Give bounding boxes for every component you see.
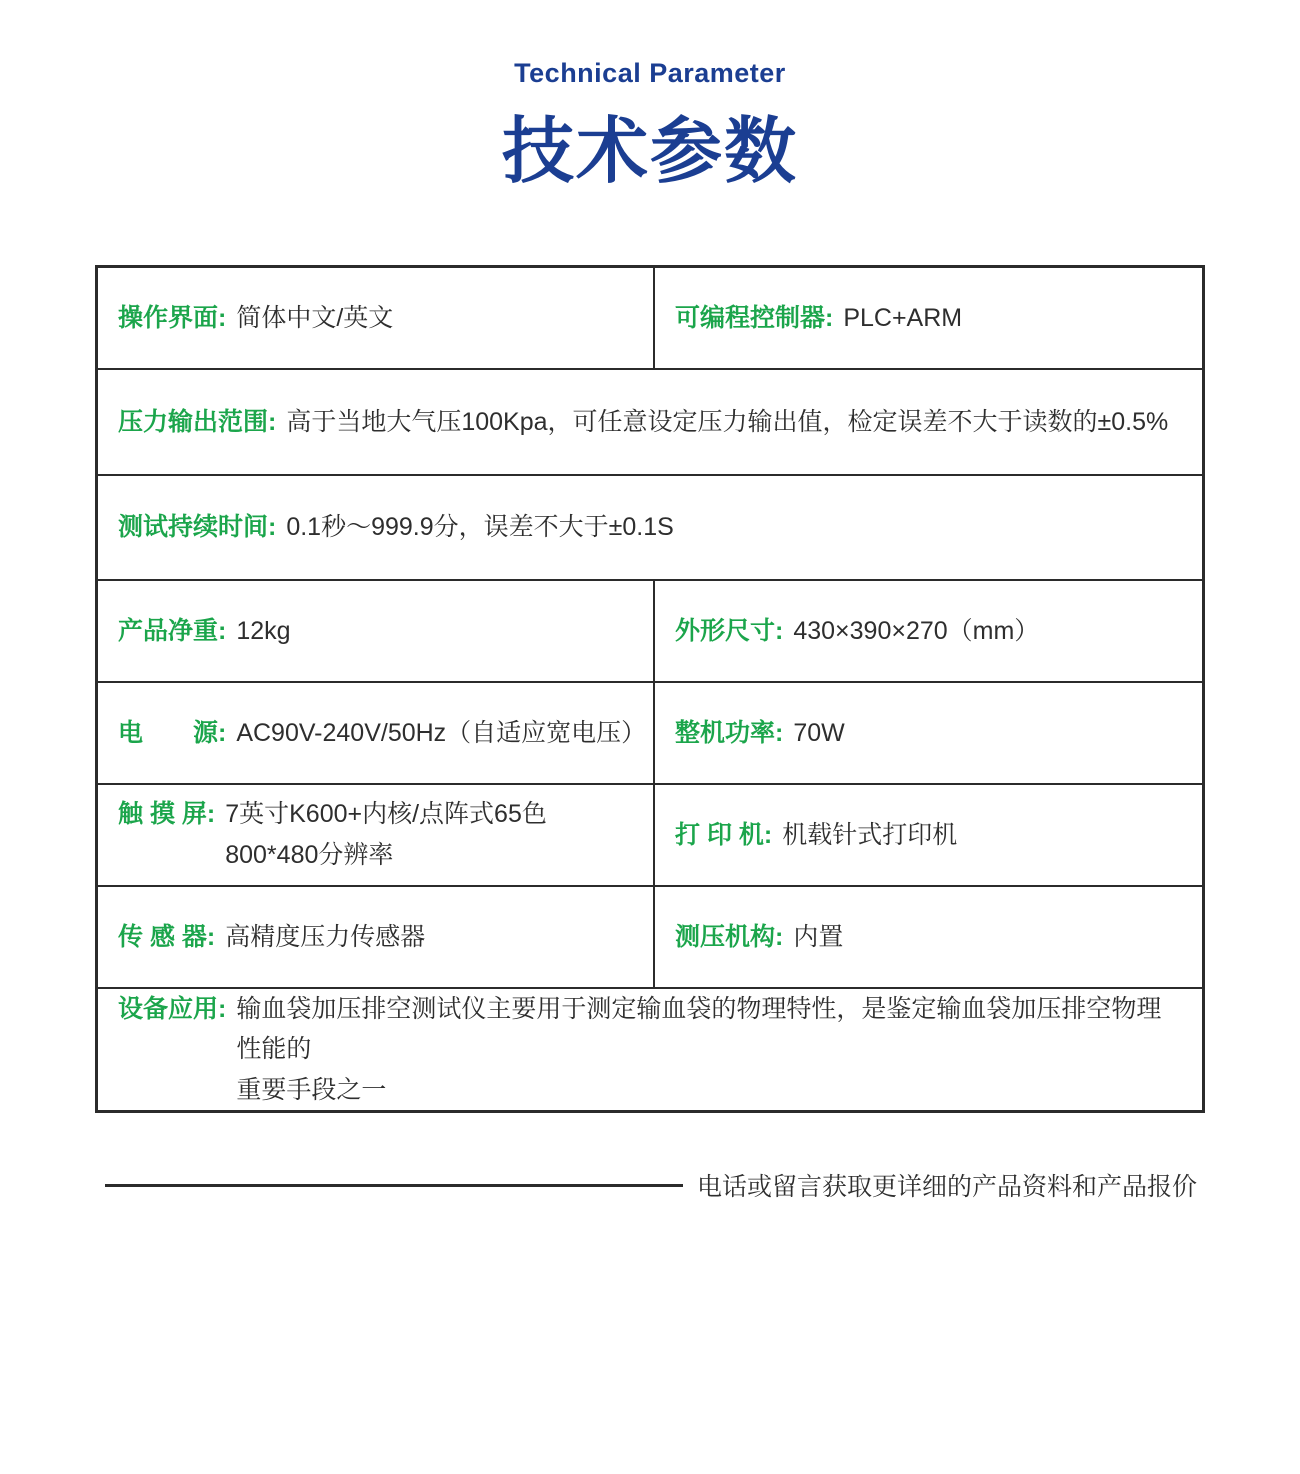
table-row [98,681,1202,782]
spec-value: 7英寸K600+内核/点阵式65色 800*480分辨率 [225,800,547,869]
table-row [98,885,1202,986]
spec-label: 压力输出范围: [118,407,277,436]
table-row [98,268,1202,368]
spec-value: 12kg [236,616,291,645]
spec-label: 测压机构: [675,922,784,951]
spec-value: 简体中文/英文 [236,303,394,332]
spec-cell-operation-interface [98,268,655,368]
table-row [98,579,1202,681]
table-row [98,368,1202,473]
table-row [98,783,1202,885]
divider-line [105,1184,683,1187]
spec-cell-programmable-controller [655,268,1202,368]
spec-cell-pressure-output-range [98,370,1202,473]
spec-value: 机载针式打印机 [782,820,958,849]
spec-cell-dimensions [655,581,1202,681]
spec-value: 内置 [793,922,844,951]
spec-cell-test-duration [98,476,1202,579]
spec-value: 0.1秒～999.9分，误差不大于±0.1S [286,513,674,542]
spec-label: 设备应用: [118,994,227,1023]
spec-label: 可编程控制器: [675,303,834,332]
table-row [98,474,1202,579]
spec-cell-net-weight [98,581,655,681]
spec-cell-sensor [98,887,655,986]
spec-value: 70W [793,718,845,747]
spec-label: 电 源: [118,718,227,747]
page-title: 技术参数 [501,112,798,192]
spec-label: 整机功率: [675,718,784,747]
spec-cell-power-supply [98,683,655,782]
spec-cell-equipment-application [98,989,1202,1111]
footer-note [105,1167,1197,1203]
spec-table [95,265,1205,1113]
spec-label: 触 摸 屏: [118,800,216,829]
spec-label: 产品净重: [118,616,227,645]
spec-label: 传 感 器: [118,922,216,951]
spec-value: 高精度压力传感器 [225,922,426,951]
spec-label: 打 印 机: [675,820,773,849]
spec-label: 测试持续时间: [118,513,277,542]
spec-cell-touch-screen [98,785,655,885]
spec-cell-pressure-mechanism [655,887,1202,986]
page-subtitle-en: Technical Parameter [514,58,786,88]
spec-value: 输血袋加压排空测试仪主要用于测定输血袋的物理特性，是鉴定输血袋加压排空物理性能的 重要手段之一 [236,994,1162,1104]
spec-value: PLC+ARM [843,303,963,332]
page-header [0,0,1300,197]
spec-value: 430×390×270（mm） [793,616,1040,645]
spec-label: 外形尺寸: [675,616,784,645]
spec-cell-printer [655,785,1202,885]
spec-value: 高于当地大气压100Kpa，可任意设定压力输出值，检定误差不大于读数的±0.5% [286,407,1169,436]
spec-cell-total-power [655,683,1202,782]
table-row [98,987,1202,1111]
spec-label: 操作界面: [118,303,227,332]
footer-note-text: 电话或留言获取更详细的产品资料和产品报价 [697,1173,1198,1201]
spec-value: AC90V-240V/50Hz（自适应宽电压） [236,718,647,747]
